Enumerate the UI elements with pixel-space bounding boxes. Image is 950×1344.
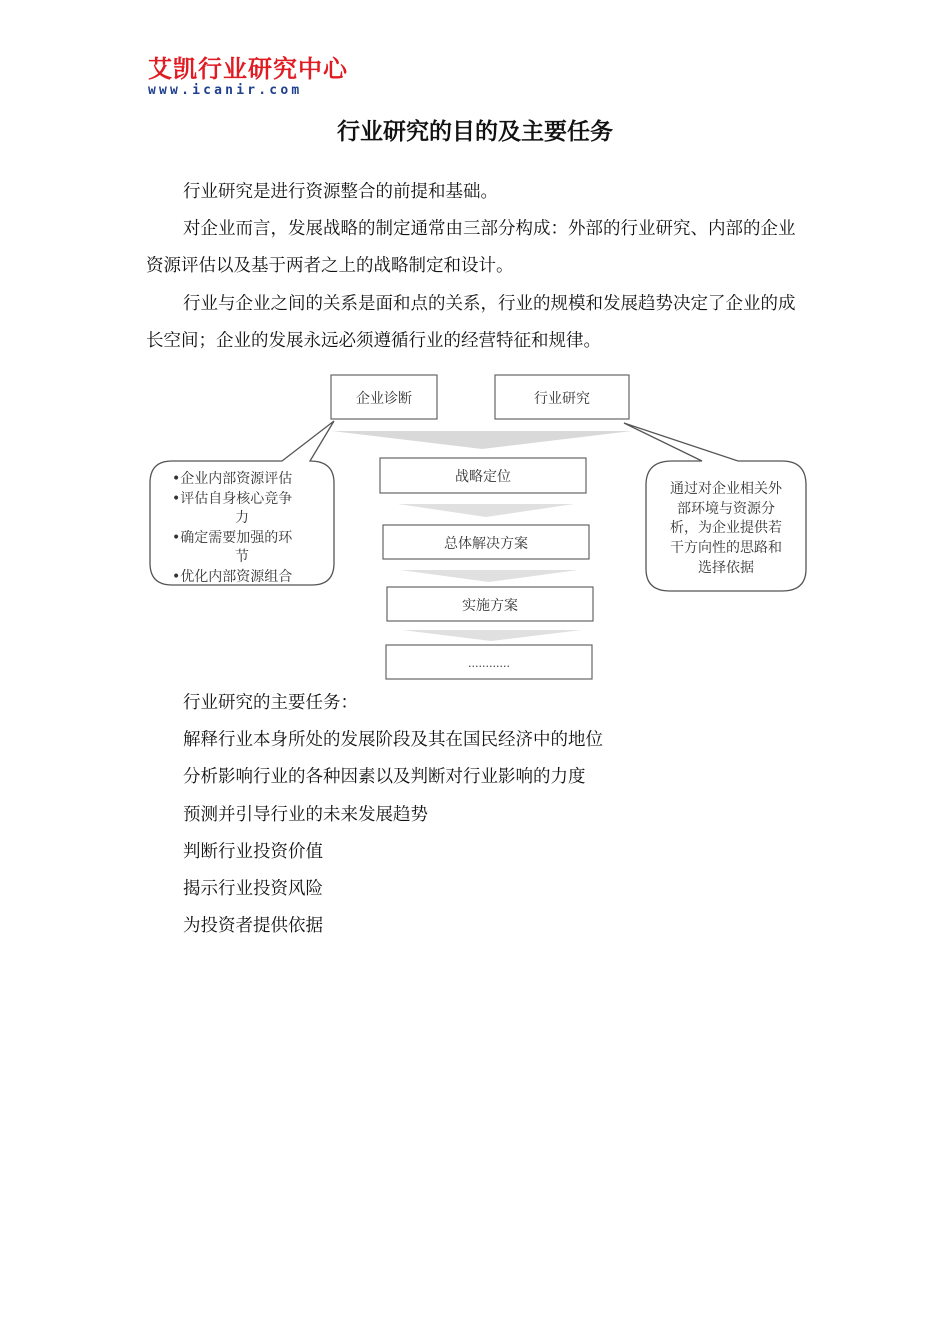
logo-name: 艾凯行业研究中心 <box>148 55 348 83</box>
logo <box>148 55 348 99</box>
task-item: 为投资者提供依据 <box>183 916 323 936</box>
page-title: 行业研究的目的及主要任务 <box>337 118 613 145</box>
task-item: 解释行业本身所处的发展阶段及其在国民经济中的地位 <box>183 730 603 750</box>
task-item: 判断行业投资价值 <box>183 842 323 862</box>
box-industry-research-label: 行业研究 <box>534 391 590 407</box>
right-callout-line-3: 析，为企业提供若 <box>670 520 782 536</box>
left-callout-line-6: •优化内部资源组合 <box>172 569 293 585</box>
task-item: 揭示行业投资风险 <box>183 879 323 899</box>
right-callout-line-2: 部环境与资源分 <box>677 501 775 517</box>
logo-url: www.icanir.com <box>148 83 303 98</box>
left-callout-line-3: 力 <box>235 510 249 526</box>
task-item: 分析影响行业的各种因素以及判断对行业影响的力度 <box>183 767 586 787</box>
step-label-3: 实施方案 <box>462 598 518 614</box>
left-callout-line-4: •确定需要加强的环 <box>172 530 293 546</box>
step-label-2: 总体解决方案 <box>444 536 528 552</box>
right-callout-line-4: 干方向性的思路和 <box>670 540 782 556</box>
chevron-arrow-4 <box>402 630 582 641</box>
task-item: 预测并引导行业的未来发展趋势 <box>183 805 428 825</box>
left-callout-line-1: •企业内部资源评估 <box>172 471 293 487</box>
tasks-heading: 行业研究的主要任务： <box>183 693 358 713</box>
left-callout-line-5: 节 <box>235 549 249 565</box>
box-enterprise-diagnosis-label: 企业诊断 <box>356 391 412 407</box>
chevron-arrow-1 <box>332 431 632 449</box>
step-label-1: 战略定位 <box>455 469 511 485</box>
step-label-4: ............ <box>468 657 510 670</box>
right-callout-line-1: 通过对企业相关外 <box>670 481 782 497</box>
chevron-arrow-2 <box>398 504 574 517</box>
paragraph-3: 行业与企业之间的关系是面和点的关系，行业的规模和发展趋势决定了企业的成长空间；企业的发展永远必须遵循行业的经营特征和规律。 <box>146 294 796 351</box>
strategy-diagram <box>0 365 950 685</box>
paragraph-2: 对企业而言，发展战略的制定通常由三部分构成：外部的行业研究、内部的企业资源评估以及基于两者之上的战略制定和设计。 <box>146 219 796 276</box>
left-callout-line-2: •评估自身核心竞争 <box>172 491 293 507</box>
paragraph-1: 行业研究是进行资源整合的前提和基础。 <box>183 182 498 202</box>
right-callout-line-5: 选择依据 <box>698 560 754 576</box>
chevron-arrow-3 <box>400 570 578 582</box>
